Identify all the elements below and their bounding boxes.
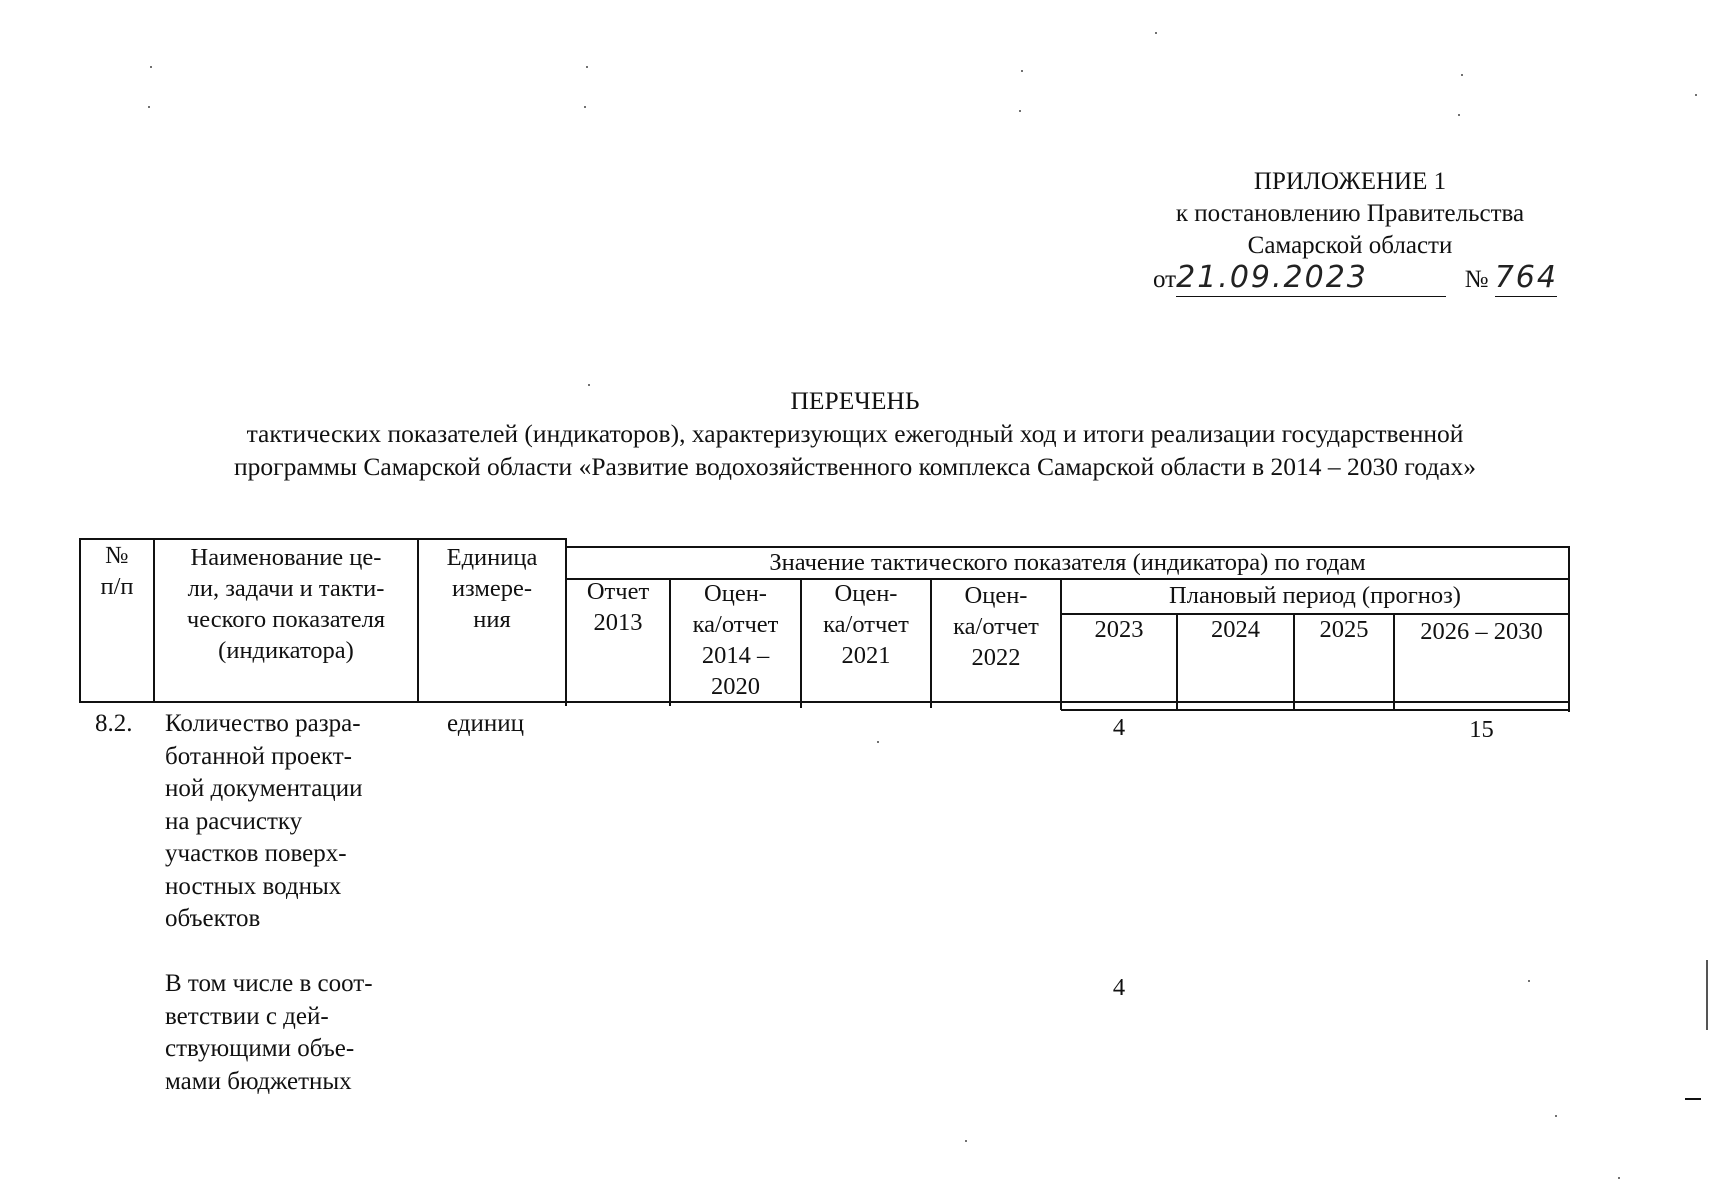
header-2023: 2023 [1094, 616, 1144, 643]
header-report-2013: Отчет 2013 [586, 578, 650, 636]
number-prefix: № [1464, 266, 1489, 293]
row-including-name: В том числе в соот- ветствии с дей- ствующими объе- мами бюджетных [165, 970, 373, 1095]
row-8-2-num: 8.2. [95, 710, 133, 737]
scan-speck [1555, 1115, 1557, 1117]
scan-speck [1155, 32, 1157, 34]
header-name: Наименование це- ли, задачи и такти- ческого показателя (индикатора) [186, 544, 386, 664]
scan-speck [588, 384, 590, 386]
header-num: № п/п [100, 542, 134, 600]
scan-speck [877, 741, 879, 743]
header-est-2021: Оцен- ка/отчет 2021 [823, 580, 909, 669]
header-2025: 2025 [1319, 616, 1369, 643]
row-8-2-value-2026-2030: 15 [1469, 716, 1494, 743]
date-prefix: от [1153, 266, 1177, 293]
scan-speck [586, 66, 588, 68]
appendix-line-2: Самарской области [1247, 232, 1453, 259]
header-2026-2030: 2026 – 2030 [1420, 618, 1543, 645]
scan-speck [584, 106, 586, 108]
row-8-2-name: Количество разра- ботанной проект- ной документации на расчистку участков поверх- ностных водных объектов [165, 710, 363, 932]
scan-mark [1706, 960, 1708, 1030]
scan-speck [1528, 980, 1530, 982]
table-border-bottom [79, 701, 1570, 703]
title-line-2: программы Самарской области «Развитие водохозяйственного комплекса Самарской области в 2014 – 2030 годах» [233, 452, 1477, 481]
header-2024: 2024 [1211, 616, 1260, 643]
scan-speck [1019, 110, 1021, 112]
scan-speck [1021, 70, 1023, 72]
row-including-value-2023: 4 [1112, 974, 1126, 1001]
title-heading: ПЕРЕЧЕНЬ [790, 386, 920, 415]
scan-speck [1458, 114, 1460, 116]
appendix-line-1: к постановлению Правительства [1175, 200, 1525, 227]
title-line-1: тактических показателей (индикаторов), характеризующих ежегодный ход и итоги реализации государственной [246, 419, 1464, 448]
scan-speck [150, 66, 152, 68]
header-unit: Единица измере- ния [446, 544, 538, 633]
scan-speck [1461, 74, 1463, 76]
table-border-right [1568, 546, 1570, 712]
header-est-2014-2020: Оцен- ка/отчет 2014 – 2020 [692, 580, 779, 700]
handwritten-date: 21.09.2023 [1176, 260, 1368, 295]
header-plan-group: Плановый период (прогноз) [1169, 582, 1461, 609]
table-border-bottom-right [1061, 709, 1570, 711]
scan-speck [1618, 1177, 1620, 1179]
row-8-2-unit: единиц [447, 710, 525, 737]
handwritten-number: 764 [1494, 260, 1558, 295]
scan-speck [965, 1140, 967, 1142]
scan-speck [148, 106, 150, 108]
header-est-2022: Оцен- ка/отчет 2022 [953, 582, 1039, 671]
scan-mark [1685, 1098, 1701, 1100]
scan-speck [1695, 94, 1697, 96]
appendix-title: ПРИЛОЖЕНИЕ 1 [1253, 168, 1447, 195]
header-values-group: Значение тактического показателя (индикатора) по годам [769, 549, 1366, 576]
row-8-2-value-2023: 4 [1112, 714, 1126, 741]
